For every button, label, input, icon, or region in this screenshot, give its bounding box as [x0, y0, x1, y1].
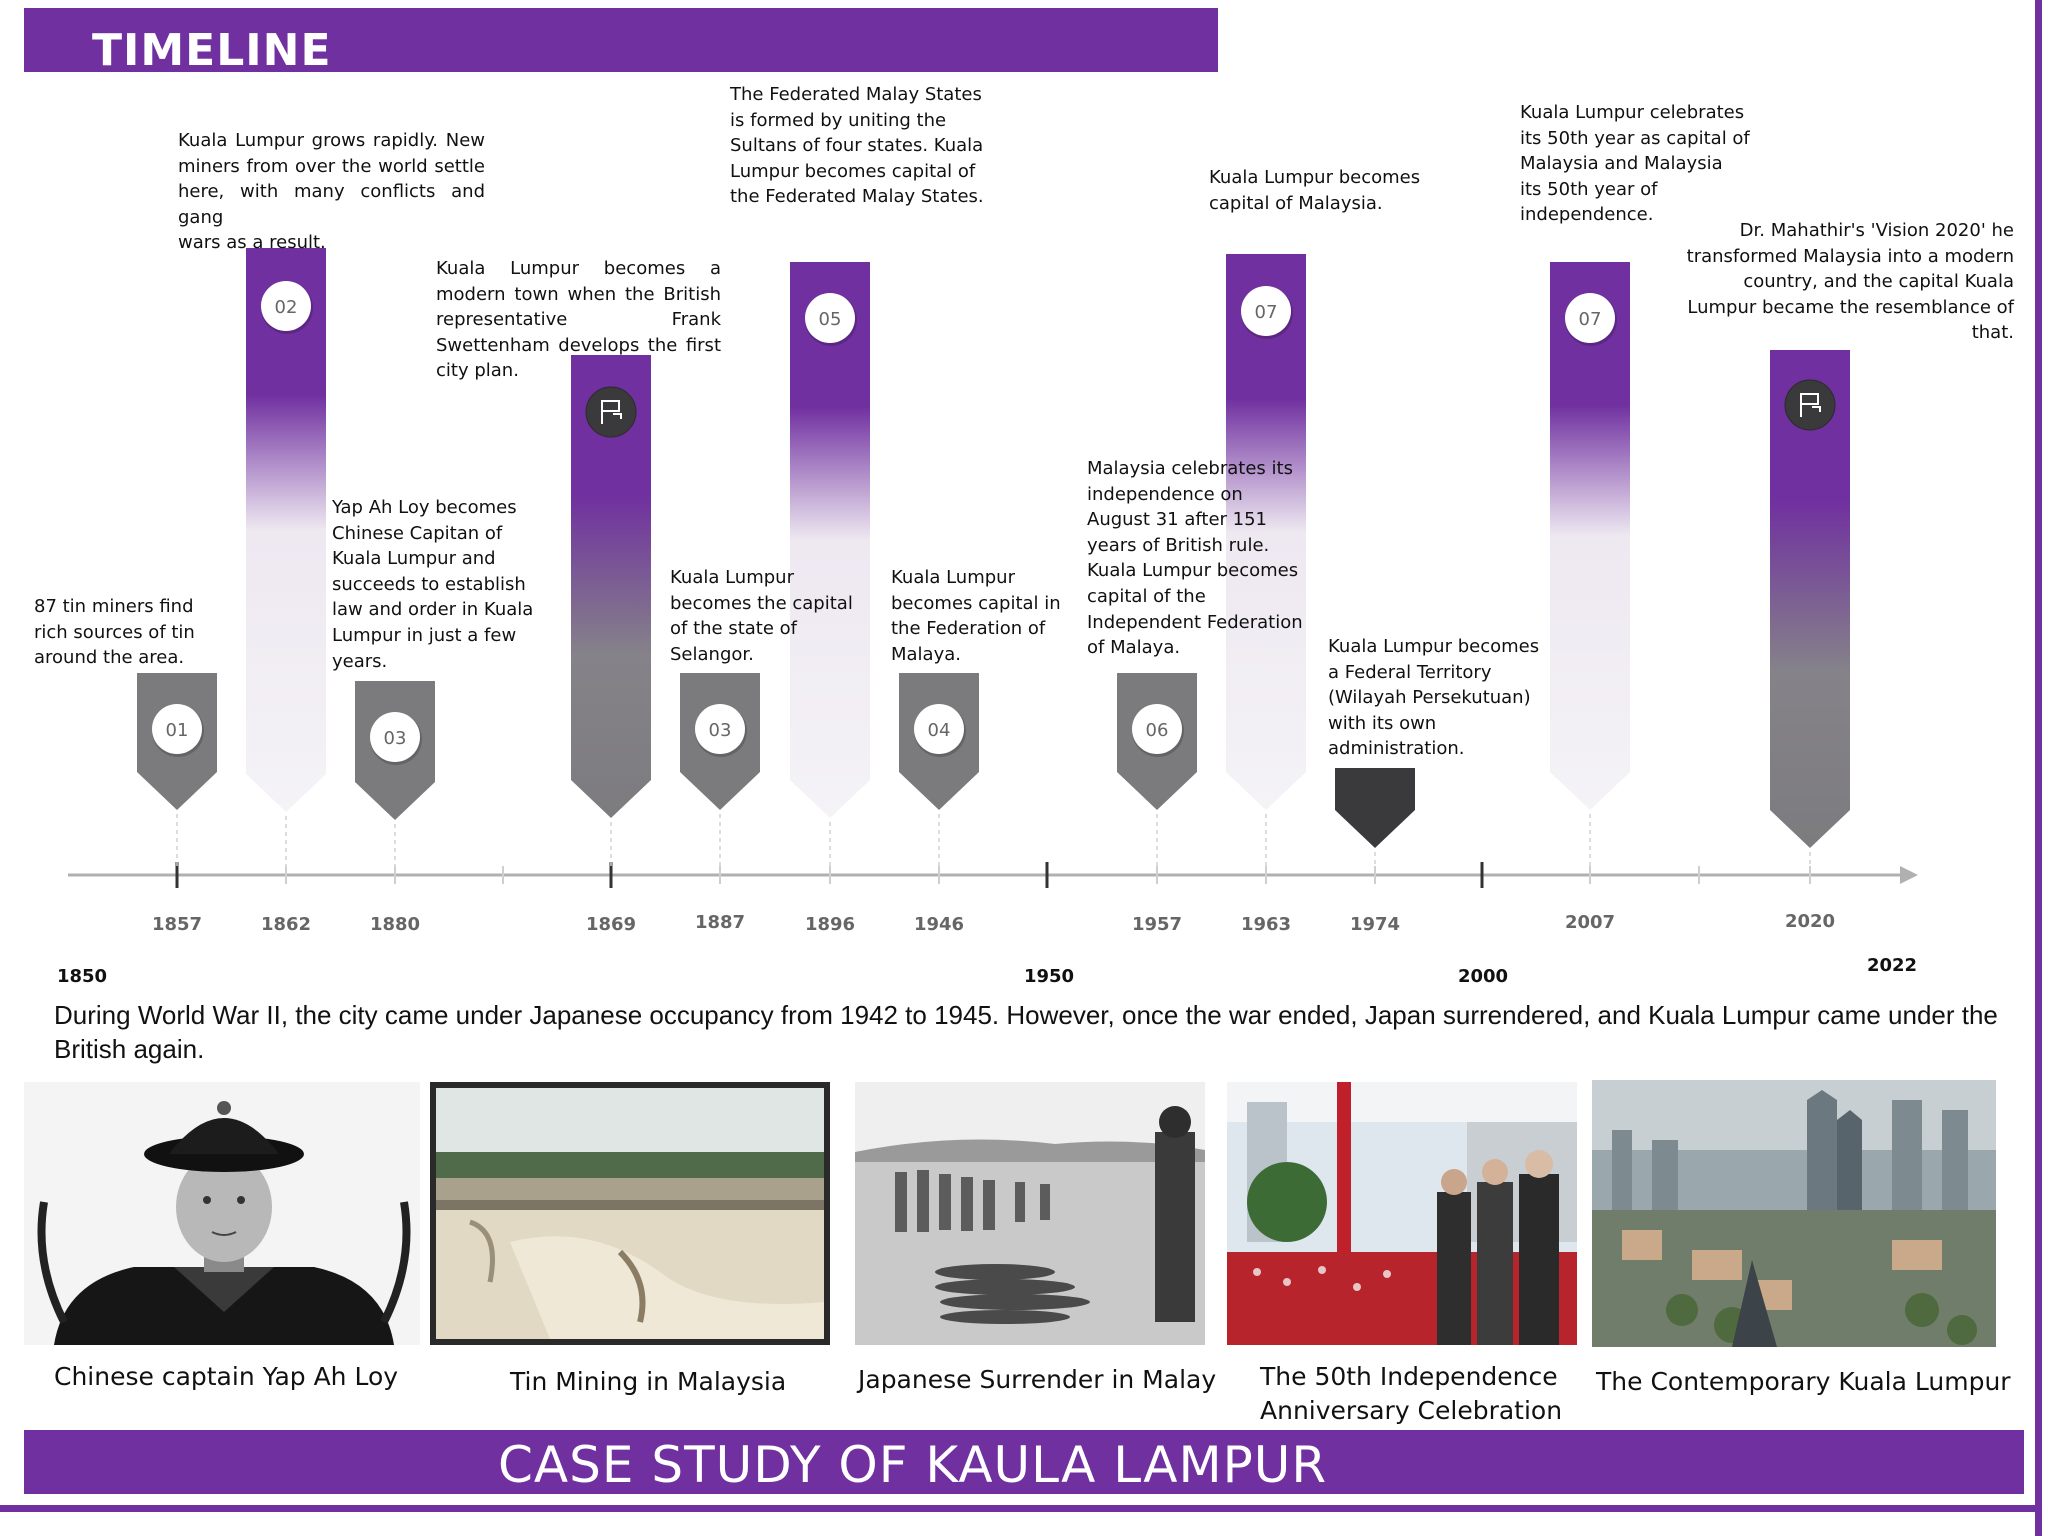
marker-badge-number: 07 — [1254, 302, 1278, 323]
photo-yap-ah-loy — [24, 1082, 420, 1345]
event-line: miners from over the world settle — [178, 155, 485, 177]
event-line: succeeds to establish — [332, 573, 526, 595]
photo-50th-anniversary — [1227, 1082, 1577, 1345]
event-line: Kuala Lumpur and — [332, 548, 496, 570]
event-line: Selangor. — [670, 643, 754, 665]
event-line: rich sources of tin — [34, 621, 195, 643]
event-line: becomes the capital — [670, 592, 853, 614]
era-label-1850: 1850 — [56, 966, 108, 987]
year-label-1963: 1963 — [1240, 914, 1292, 935]
marker-badge-number: 02 — [274, 297, 298, 318]
event-line: Malaysia celebrates its — [1087, 458, 1293, 479]
event-text-1974 — [1328, 634, 1558, 762]
event-line: Lumpur in just a few — [332, 624, 517, 646]
event-line: its 50th year of — [1520, 178, 1658, 200]
event-line: Kuala Lumpur — [891, 567, 1015, 588]
event-line: Independent Federation — [1087, 611, 1303, 633]
page-title: TIMELINE — [92, 25, 332, 76]
year-label-2020: 2020 — [1784, 911, 1836, 932]
event-line: law and order in Kuala — [332, 599, 534, 621]
event-text-1896 — [730, 82, 1000, 210]
event-line: capital of the — [1087, 585, 1206, 607]
event-line: of Malaya. — [1087, 637, 1181, 659]
photo-contemporary-kl — [1592, 1080, 1996, 1347]
event-text-1862 — [178, 128, 485, 256]
marker-badge-number: 03 — [708, 720, 732, 741]
event-line: Lumpur becomes capital of — [730, 160, 976, 182]
event-line: wars as a result. — [178, 232, 326, 254]
event-line: transformed Malaysia into a modern — [1686, 245, 2014, 267]
event-line: Malaysia and Malaysia — [1520, 153, 1723, 175]
event-line: Lumpur became the resemblance of — [1687, 296, 2014, 318]
event-line: years of British rule. — [1087, 534, 1270, 556]
event-line: Kuala Lumpur becomes a — [436, 258, 721, 279]
photo-caption: Chinese captain Yap Ah Loy — [54, 1362, 399, 1391]
event-line: 87 tin miners find — [34, 596, 194, 617]
footer-title: CASE STUDY OF KAULA LAMPUR — [498, 1436, 1328, 1494]
axis-arrow-icon — [1900, 866, 1918, 884]
year-label-1946: 1946 — [913, 914, 965, 935]
year-label-2007: 2007 — [1564, 912, 1616, 933]
year-label-1896: 1896 — [804, 914, 856, 935]
event-line: Kuala Lumpur — [670, 567, 794, 588]
event-line: Kuala Lumpur grows rapidly. New — [178, 130, 485, 151]
photo-tin-mining — [430, 1082, 830, 1345]
event-text-1963 — [1209, 165, 1429, 216]
event-line: city plan. — [436, 360, 519, 382]
event-text-1880 — [332, 495, 542, 674]
event-line: of the state of — [670, 618, 798, 640]
event-text-1946 — [891, 565, 1071, 667]
era-label-2022: 2022 — [1866, 955, 1918, 976]
year-label-1880: 1880 — [369, 914, 421, 935]
event-line: becomes capital in — [891, 592, 1061, 614]
event-line: its 50th year as capital of — [1520, 127, 1750, 149]
bottom-border — [0, 1505, 2042, 1512]
timeline-marker-1974 — [1335, 768, 1415, 848]
year-label-1869: 1869 — [585, 914, 637, 935]
event-line: independence on — [1087, 483, 1243, 505]
history-paragraph: During World War II, the city came under Japanese occupancy from 1942 to 1945. However, once the war ended, Japan surrendered, and Kuala Lumpur came under the British again. — [54, 1000, 1998, 1064]
event-line: Kuala Lumpur becomes — [1209, 167, 1421, 188]
marker-badge-number: 05 — [818, 309, 842, 330]
event-line: independence. — [1520, 204, 1654, 226]
marker-badge-number: 04 — [927, 720, 951, 741]
event-line: representative Frank — [436, 309, 721, 331]
event-line: the Federation of — [891, 618, 1046, 640]
event-line: years. — [332, 650, 388, 672]
event-line: Kuala Lumpur becomes — [1328, 636, 1540, 657]
event-line: August 31 after 151 — [1087, 509, 1267, 531]
event-text-2020 — [1674, 218, 2014, 346]
photo-caption: Japanese Surrender in Malay — [858, 1365, 1217, 1394]
event-line: Sultans of four states. Kuala — [730, 135, 984, 157]
photo-caption: Tin Mining in Malaysia — [510, 1367, 787, 1396]
event-text-1887 — [670, 565, 870, 667]
marker-badge-number: 03 — [383, 728, 407, 749]
event-line: is formed by uniting the — [730, 109, 947, 131]
event-line: Swettenham develops the first — [436, 334, 721, 356]
era-label-2000: 2000 — [1457, 966, 1509, 987]
event-line: with its own — [1328, 712, 1437, 734]
year-label-1862: 1862 — [260, 914, 312, 935]
era-label-1950: 1950 — [1023, 966, 1075, 987]
event-line: that. — [1971, 322, 2014, 344]
event-text-1957 — [1087, 456, 1317, 661]
event-line: Chinese Capitan of — [332, 522, 503, 544]
event-line: administration. — [1328, 738, 1465, 760]
photo-caption: The 50th Independence Anniversary Celebration — [1260, 1362, 1563, 1425]
photo-caption: The Contemporary Kuala Lumpur — [1596, 1367, 2011, 1396]
event-line: the Federated Malay States. — [730, 186, 984, 208]
event-line: Malaya. — [891, 643, 961, 665]
event-line: The Federated Malay States — [730, 84, 982, 105]
year-label-1974: 1974 — [1349, 914, 1401, 935]
photo-japanese-surrender — [855, 1082, 1205, 1345]
year-label-1957: 1957 — [1131, 914, 1183, 935]
event-line: Dr. Mahathir's 'Vision 2020' he — [1739, 220, 2014, 241]
year-label-1887: 1887 — [694, 912, 746, 933]
event-line: modern town when the British — [436, 283, 721, 305]
event-line: a Federal Territory — [1328, 661, 1492, 683]
event-line: (Wilayah Persekutuan) — [1328, 687, 1531, 709]
marker-badge-number: 01 — [165, 720, 189, 741]
event-text-1857 — [34, 594, 209, 671]
event-line: around the area. — [34, 647, 185, 669]
year-label-1857: 1857 — [151, 914, 203, 935]
event-line: capital of Malaysia. — [1209, 192, 1383, 214]
footer-banner — [24, 1430, 2024, 1494]
event-text-1869 — [436, 256, 721, 384]
event-line: country, and the capital Kuala — [1743, 271, 2014, 293]
event-line: here, with many conflicts and gang — [178, 181, 485, 228]
event-line: Kuala Lumpur celebrates — [1520, 102, 1745, 123]
marker-badge-number: 07 — [1578, 309, 1602, 330]
marker-badge-number: 06 — [1145, 720, 1169, 741]
event-line: Kuala Lumpur becomes — [1087, 560, 1299, 582]
event-text-2007 — [1520, 100, 1760, 228]
event-line: Yap Ah Loy becomes — [332, 497, 517, 518]
